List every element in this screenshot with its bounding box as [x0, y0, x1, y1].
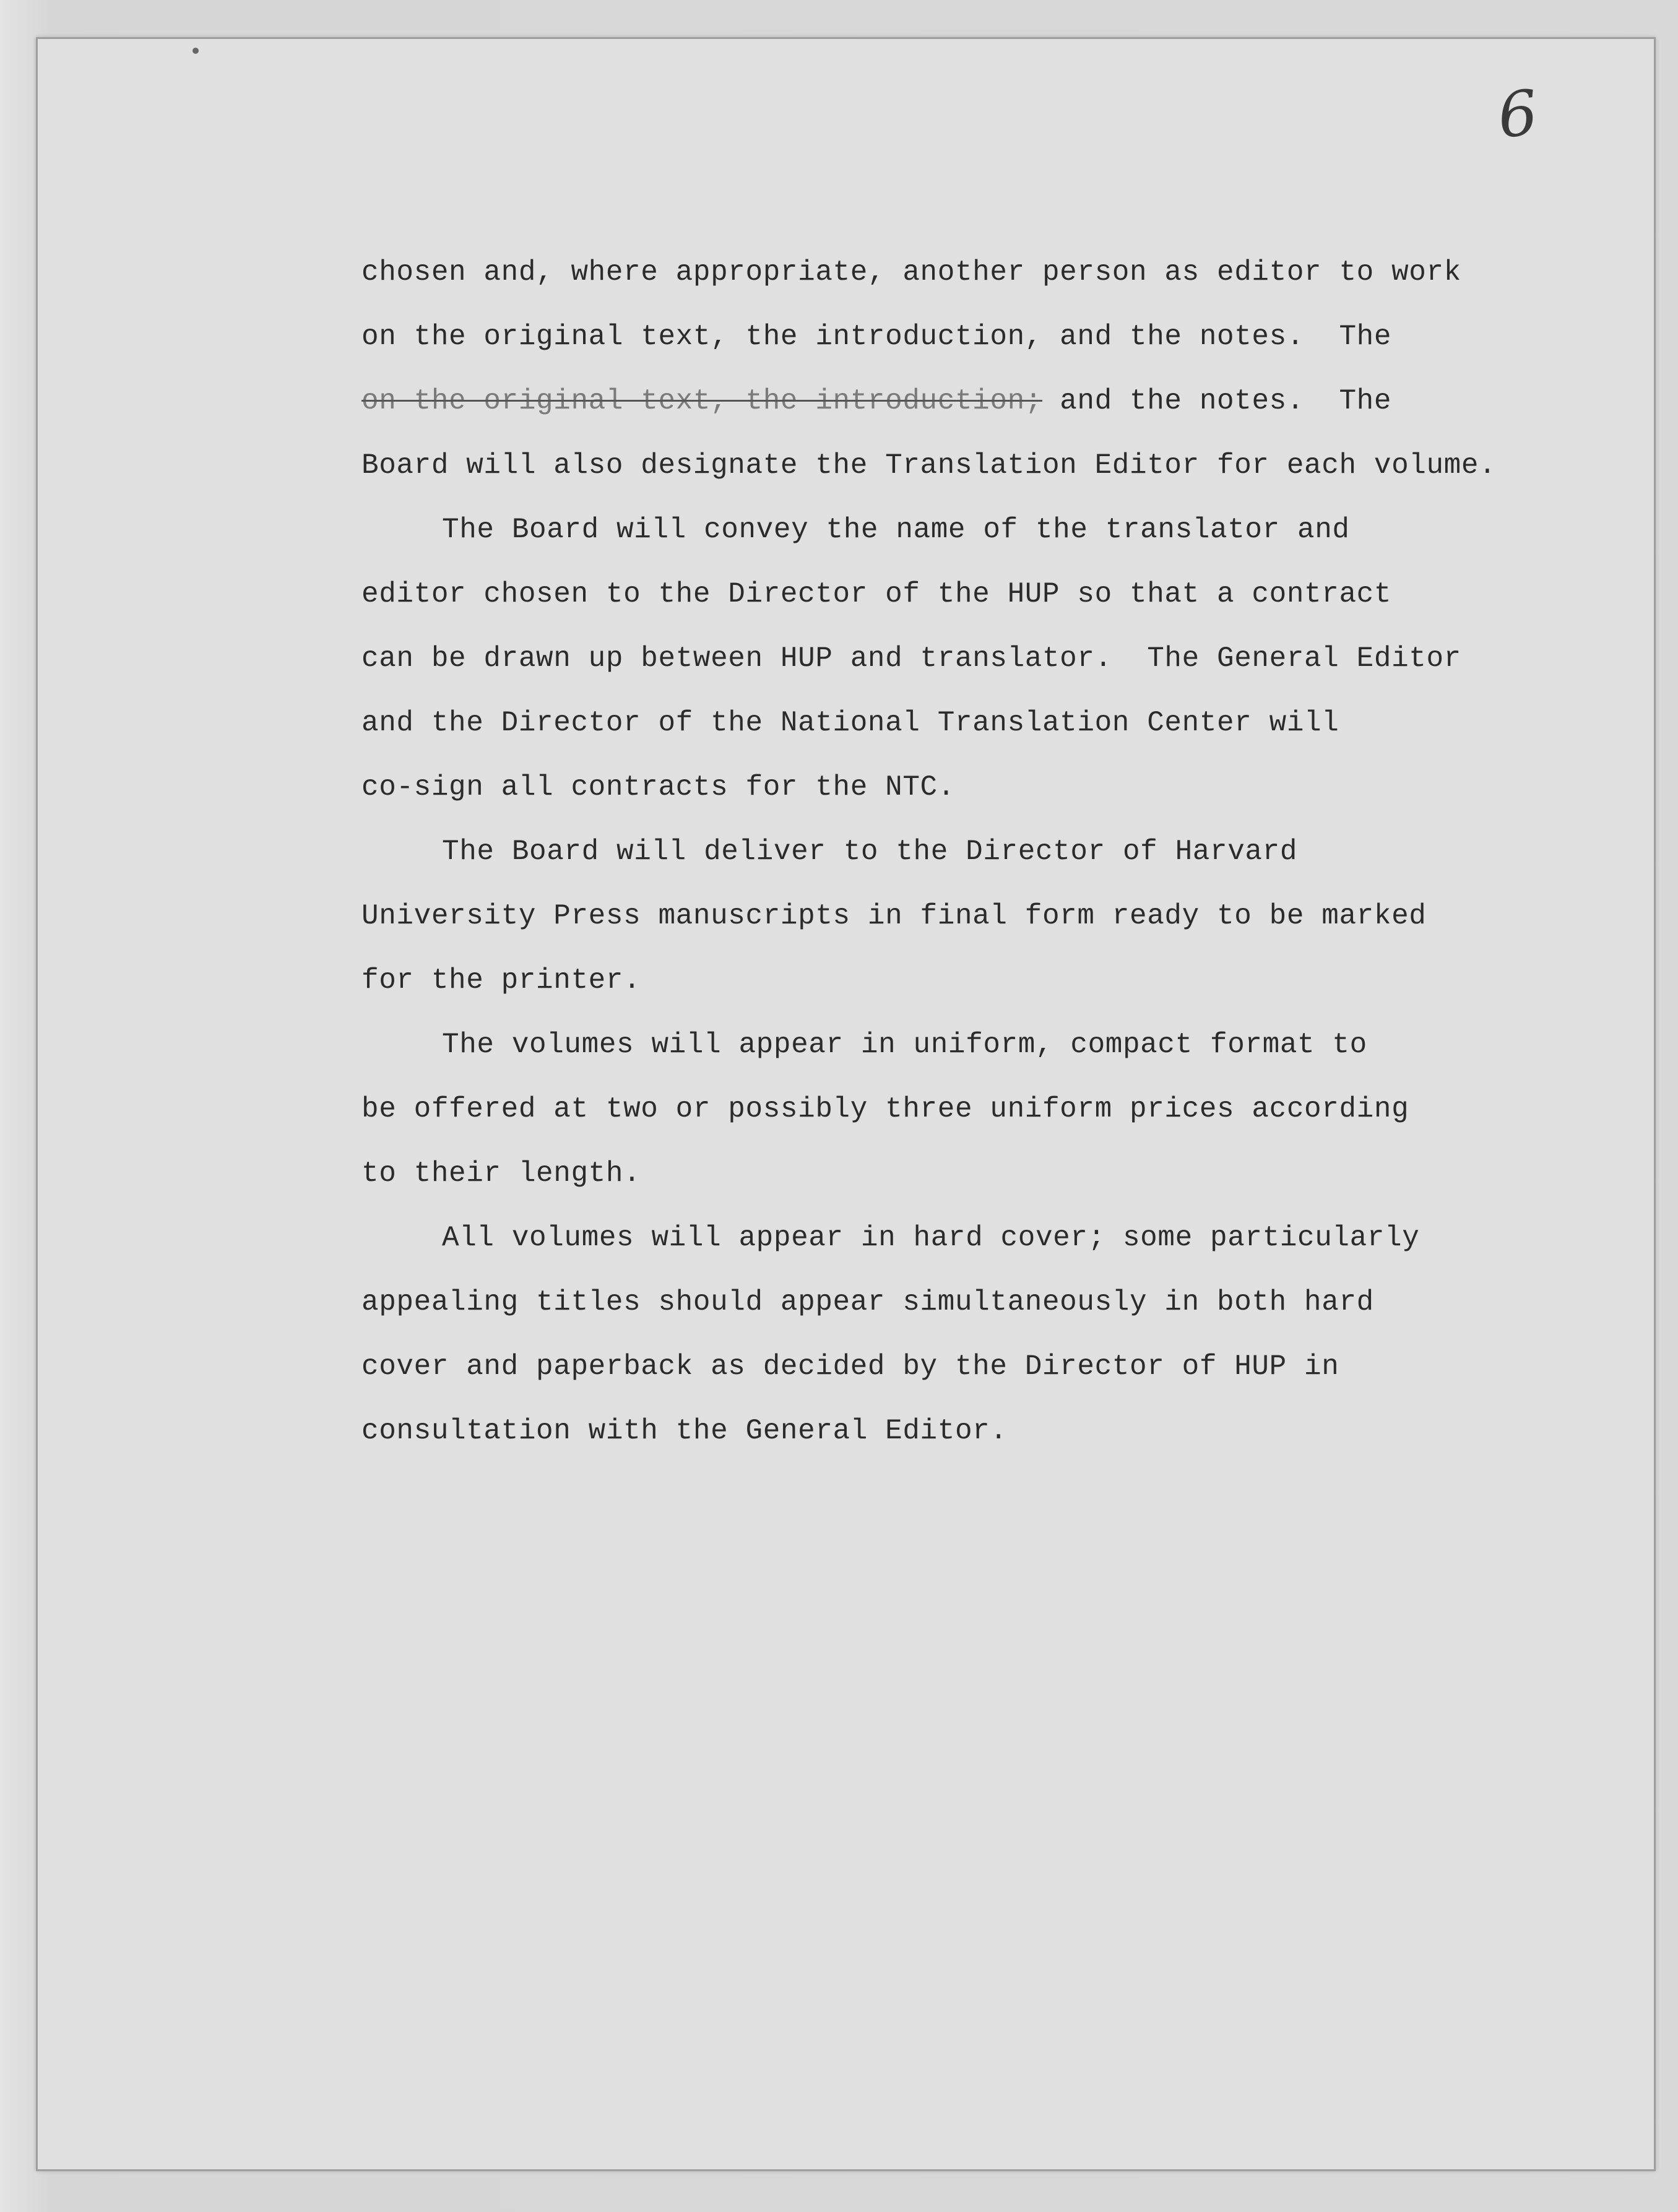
text-line: Board will also designate the Translation Editor for each volume.	[361, 449, 1497, 482]
text-line: editor chosen to the Director of the HUP so that a contract	[361, 578, 1392, 610]
text-line: cover and paperback as decided by the Director of HUP in	[361, 1350, 1339, 1383]
paragraph-start-line: The Board will deliver to the Director of Harvard	[442, 836, 1298, 868]
paragraph-start-line: The volumes will appear in uniform, compact format to	[442, 1029, 1367, 1061]
text-line: be offered at two or possibly three uniform prices according	[361, 1093, 1409, 1125]
text-line-with-strikeout	[361, 369, 1537, 433]
paragraph-start-line: The Board will convey the name of the translator and	[442, 514, 1350, 546]
text-line: co-sign all contracts for the NTC.	[361, 771, 955, 803]
text-line: can be drawn up between HUP and translator. The General Editor	[361, 642, 1461, 675]
text-line: and the Director of the National Translation Center will	[361, 707, 1339, 739]
struck-out-text: on the original text, the introduction;	[361, 385, 1042, 417]
text-line: appealing titles should appear simultaneously in both hard	[361, 1286, 1374, 1318]
scan-speck	[192, 48, 199, 54]
text-line-remainder: and the notes. The	[1042, 385, 1392, 417]
paragraph-start-line: All volumes will appear in hard cover; some particularly	[442, 1222, 1420, 1254]
handwritten-page-number: 6	[1494, 76, 1541, 153]
typed-body-text	[361, 240, 1537, 1463]
text-line: for the printer.	[361, 964, 641, 996]
text-line: consultation with the General Editor.	[361, 1415, 1008, 1447]
text-line: to their length.	[361, 1157, 641, 1190]
text-line: on the original text, the introduction, and the notes. The	[361, 321, 1392, 353]
text-line: University Press manuscripts in final form ready to be marked	[361, 900, 1427, 932]
text-line: chosen and, where appropriate, another person as editor to work	[361, 256, 1461, 288]
